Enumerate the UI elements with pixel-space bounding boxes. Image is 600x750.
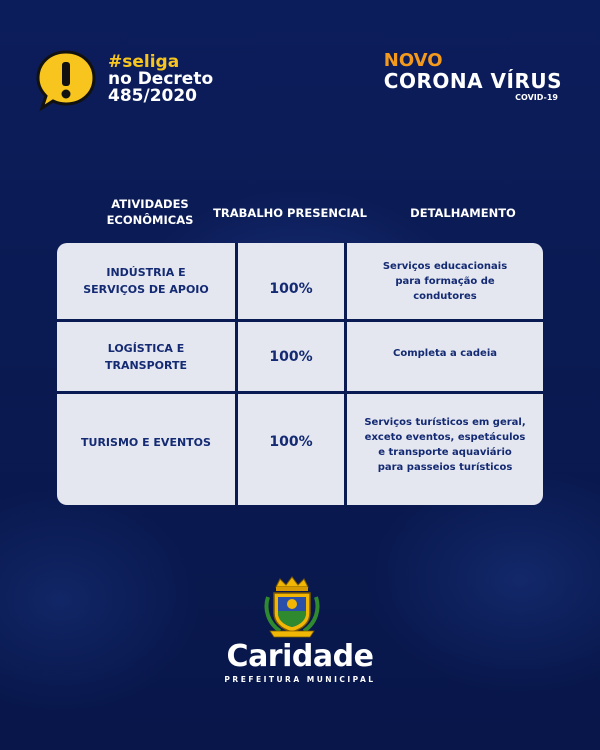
activities-table xyxy=(57,243,543,505)
brand-subtitle: PREFEITURA MUNICIPAL xyxy=(224,675,376,684)
coat-of-arms-icon xyxy=(262,575,322,639)
novo-label: NOVO xyxy=(383,50,443,71)
activity-line: TRANSPORTE xyxy=(104,358,188,372)
table-row-3-detail xyxy=(347,394,543,495)
activity-line: TURISMO E EVENTOS xyxy=(81,435,211,449)
table-row-2-activity xyxy=(57,322,235,391)
header-presential-work: TRABALHO PRESENCIAL xyxy=(213,206,367,220)
detail-line: Serviços educacionais xyxy=(382,260,508,272)
activity-line: INDÚSTRIA E xyxy=(106,266,186,279)
brand-name: Caridade xyxy=(226,639,374,674)
table-row-1-detail xyxy=(347,243,543,319)
hashtag: #seliga xyxy=(108,52,180,72)
table-row-2-percent: 100% xyxy=(269,348,313,365)
covid-label: COVID-19 xyxy=(515,93,558,102)
table-row-1-activity xyxy=(57,243,235,319)
table-row-3-percent: 100% xyxy=(269,434,313,450)
detail-line: Serviços turísticos em geral, xyxy=(364,416,526,428)
detail-line: Completa a cadeia xyxy=(392,348,498,359)
decree-title xyxy=(108,54,213,105)
municipality-brand xyxy=(0,640,600,684)
decree-line-2: 485/2020 xyxy=(108,86,198,106)
table-row-1-percent: 100% xyxy=(269,281,313,297)
detail-line: condutores xyxy=(413,290,477,302)
detail-line: para passeios turísticos xyxy=(377,461,513,473)
header-activities-line1: ATIVIDADES xyxy=(111,197,189,211)
activity-line: LOGÍSTICA E xyxy=(107,341,185,355)
header-details: DETALHAMENTO xyxy=(410,206,516,220)
detail-line: para formação de xyxy=(395,275,495,287)
detail-line: exceto eventos, espetáculos xyxy=(364,431,526,443)
alert-bubble-icon xyxy=(36,48,110,112)
corona-virus-label: CORONA VÍRUS xyxy=(383,69,562,93)
decree-line-1: no Decreto xyxy=(108,69,214,89)
table-row-3-activity xyxy=(57,394,235,490)
table-row-2-detail xyxy=(347,322,543,386)
activity-line: SERVIÇOS DE APOIO xyxy=(83,283,209,296)
detail-line: e transporte aquaviário xyxy=(378,446,512,458)
header-activities-line2: ECONÔMICAS xyxy=(106,213,194,227)
corona-virus-logo xyxy=(384,52,562,102)
